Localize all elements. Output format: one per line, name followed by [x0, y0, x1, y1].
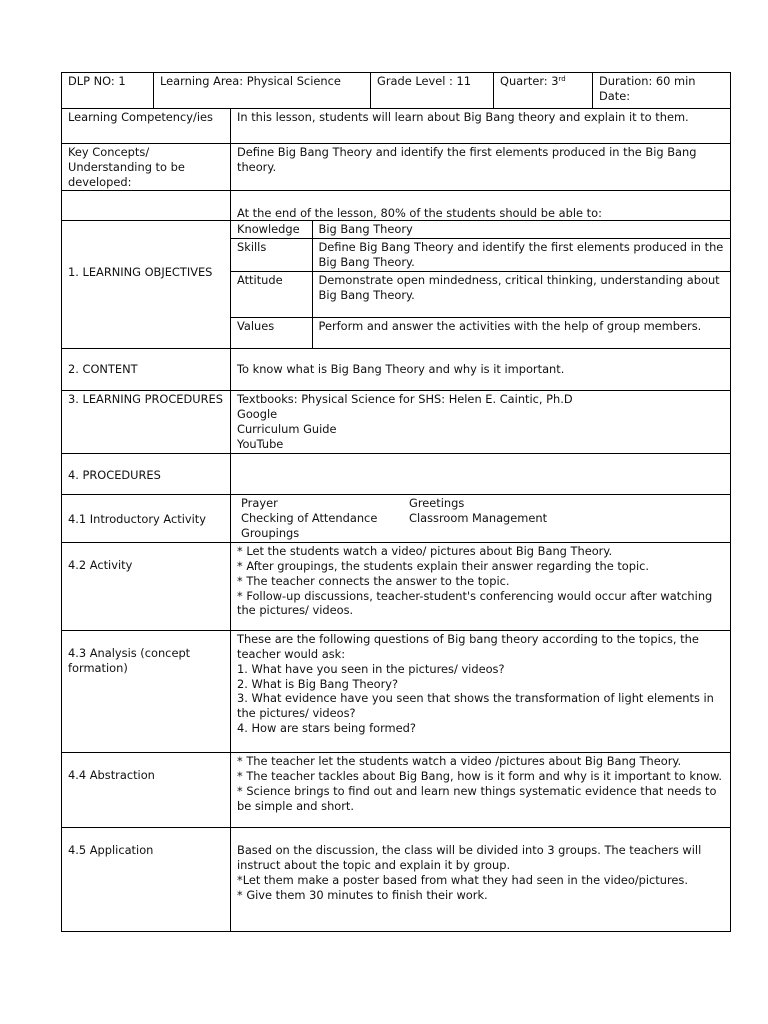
quarter-text: Quarter: 3: [500, 74, 559, 88]
intro-item: Prayer: [241, 496, 278, 511]
procedures-blank: [231, 454, 731, 495]
header-table: [61, 72, 731, 109]
quarter-suffix: rd: [558, 75, 566, 83]
intro-item: Checking of Attendance: [241, 511, 378, 526]
objective-skills: [231, 239, 730, 272]
procedures-row: [62, 454, 731, 495]
objective-value: Demonstrate open mindedness, critical thinking, understanding about Big Bang Theory.: [312, 271, 730, 317]
abstraction-row: [62, 753, 731, 828]
application-row: [62, 828, 731, 932]
analysis-line: 1. What have you seen in the pictures/ videos?: [237, 661, 505, 676]
activity-line: * Follow-up discussions, teacher-student's conferencing would occur after watching the pictures/ videos.: [237, 588, 713, 618]
objective-values: [231, 317, 730, 348]
grade-level: Grade Level : 11: [371, 73, 494, 109]
procedures-label-text: 4. PROCEDURES: [68, 468, 161, 483]
content-row: [62, 349, 731, 391]
application-line: Based on the discussion, the class will be divided into 3 groups. The teachers will instruct about the topic and explain it by group.: [237, 843, 702, 873]
objectives-label-text: 1. LEARNING OBJECTIVES: [68, 265, 213, 280]
end-of-lesson-text: At the end of the lesson, 80% of the students should be able to:: [237, 205, 602, 220]
activity-cell: [231, 543, 731, 631]
intro-row: [62, 495, 731, 543]
abstraction-line: * The teacher let the students watch a video /pictures about Big Bang Theory.: [237, 754, 682, 769]
quarter: [494, 73, 593, 109]
intro-columns: [237, 496, 724, 540]
abstraction-cell: [231, 753, 731, 828]
competency-label: Learning Competency/ies: [62, 109, 231, 144]
duration: Duration: 60 min: [599, 74, 696, 88]
content-label-text: 2. CONTENT: [68, 362, 138, 377]
application-label-text: 4.5 Application: [68, 843, 154, 858]
dlp-number: DLP NO: 1: [62, 73, 154, 109]
objectives-row: [62, 221, 731, 349]
intro-item: Greetings: [409, 496, 465, 511]
concepts-text: Define Big Bang Theory and identify the first elements produced in the Big Bang theory.: [231, 144, 731, 191]
procedures-label: [62, 454, 231, 495]
learning-procedures-row: [62, 391, 731, 454]
objective-key: Knowledge: [231, 221, 312, 238]
competency-row: [62, 109, 731, 144]
abstraction-line: * Science brings to find out and learn new things systematic evidence that needs to be simple and short.: [237, 783, 717, 813]
abstraction-label-text: 4.4 Abstraction: [68, 768, 155, 783]
objective-value: Big Bang Theory: [318, 222, 413, 237]
objective-key: Values: [231, 317, 312, 348]
end-of-lesson: [231, 191, 731, 221]
analysis-row: [62, 631, 731, 753]
objective-value: Perform and answer the activities with the help of group members.: [312, 317, 730, 348]
blank-cell: [62, 191, 231, 221]
intro-left: [241, 496, 409, 540]
competency-text: In this lesson, students will learn about Big Bang theory and explain it to them.: [231, 109, 731, 144]
concepts-label: Key Concepts/ Understanding to be developed:: [62, 144, 231, 191]
blank-row: [62, 191, 731, 221]
objective-value: Define Big Bang Theory and identify the first elements produced in the Big Bang Theory.: [312, 239, 730, 272]
analysis-line: 3. What evidence have you seen that shows the transformation of light elements in the pictures/ videos?: [237, 691, 714, 721]
abstraction-label: [62, 753, 231, 828]
duration-date: [593, 73, 731, 109]
intro-item: Classroom Management: [409, 511, 548, 526]
objective-knowledge: [231, 221, 730, 238]
resource-item: Curriculum Guide: [237, 421, 337, 436]
content-text: [231, 349, 731, 391]
abstraction-line: * The teacher tackles about Big Bang, how is it form and why is it important to know.: [237, 769, 723, 784]
application-line: * Give them 30 minutes to finish their work.: [237, 887, 488, 902]
application-cell: [231, 828, 731, 932]
analysis-label: [62, 631, 231, 753]
resource-item: YouTube: [237, 436, 284, 451]
activity-label: [62, 543, 231, 631]
activity-line: * Let the students watch a video/ pictures about Big Bang Theory.: [237, 544, 613, 559]
learning-procedures-label: 3. LEARNING PROCEDURES: [62, 391, 231, 454]
activity-row: [62, 543, 731, 631]
objectives-cell: [231, 221, 731, 349]
lesson-plan-document: [61, 72, 730, 932]
intro-label-text: 4.1 Introductory Activity: [68, 512, 206, 527]
concepts-row: [62, 144, 731, 191]
learning-area: Learning Area: Physical Science: [154, 73, 371, 109]
analysis-label-text: 4.3 Analysis (concept formation): [68, 646, 191, 676]
lesson-table: [61, 108, 731, 932]
resource-item: Google: [237, 407, 278, 422]
analysis-cell: [231, 631, 731, 753]
activity-line: * After groupings, the students explain their answer regarding the topic.: [237, 559, 650, 574]
intro-right: [409, 496, 547, 540]
objective-key: Skills: [231, 239, 312, 272]
activity-label-text: 4.2 Activity: [68, 558, 133, 573]
intro-cell: [231, 495, 731, 543]
objectives-inner-table: [231, 221, 730, 348]
objectives-label: [62, 221, 231, 349]
date-label: Date:: [599, 88, 631, 103]
objective-attitude: [231, 271, 730, 317]
analysis-line: 4. How are stars being formed?: [237, 721, 416, 736]
activity-line: * The teacher connects the answer to the topic.: [237, 573, 510, 588]
content-text-value: To know what is Big Bang Theory and why is it important.: [237, 362, 565, 377]
analysis-line: 2. What is Big Bang Theory?: [237, 676, 399, 691]
application-label: [62, 828, 231, 932]
analysis-line: These are the following questions of Big bang theory according to the topics, the teacher would ask:: [237, 632, 699, 662]
resource-item: Textbooks: Physical Science for SHS: Helen E. Caintic, Ph.D: [237, 392, 573, 407]
objective-key: Attitude: [231, 271, 312, 317]
intro-item: Groupings: [241, 525, 300, 540]
content-label: [62, 349, 231, 391]
application-line: *Let them make a poster based from what they had seen in the video/pictures.: [237, 872, 688, 887]
intro-label: [62, 495, 231, 543]
resources-cell: [231, 391, 731, 454]
